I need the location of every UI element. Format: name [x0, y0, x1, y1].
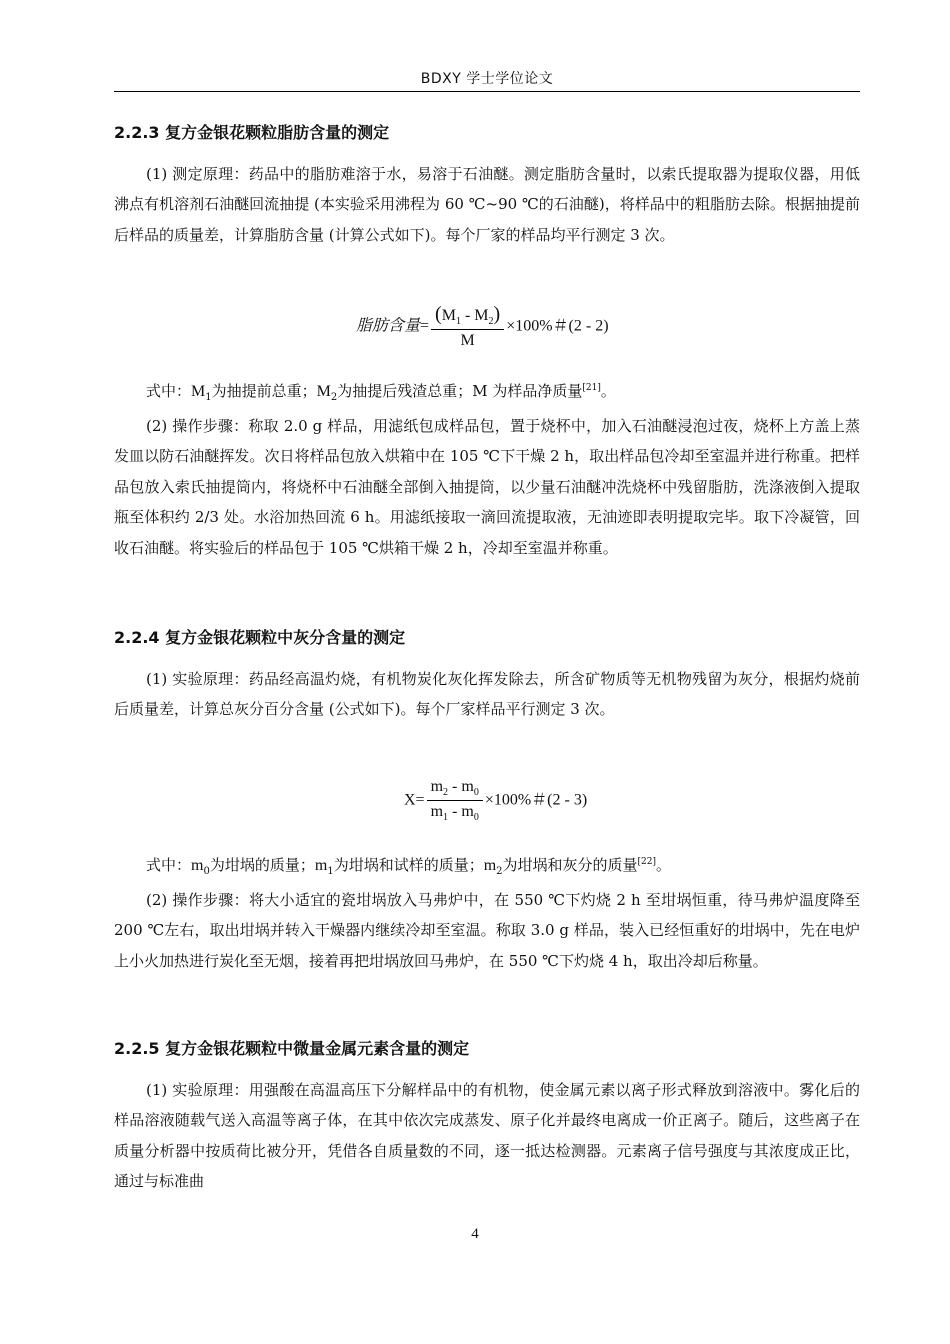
formula-tail: ×100%＃(2 - 3): [484, 791, 588, 809]
section-heading-2-2-4: 2.2.4 复方金银花颗粒中灰分含量的测定: [114, 628, 406, 647]
section-heading-2-2-5: 2.2.5 复方金银花颗粒中微量金属元素含量的测定: [114, 1039, 470, 1058]
formula-lhs: 脂肪含量: [356, 315, 421, 335]
fat-variable-definitions: 式中：$M_1$为抽提前总重；$M_2$为抽提后残渣总重；M 为样品净质量[21]。: [146, 382, 616, 403]
formula-numerator: $(M_1 - M_2)$: [431, 303, 504, 330]
formula-lhs: X=: [404, 791, 425, 809]
paragraph-fat-procedure: (2) 操作步骤：称取 2.0 g 样品，用滤纸包成样品包，置于烧杯中，加入石油醚浸泡过夜，烧杯上方盖上蒸发皿以防石油醚挥发。次日将样品包放入烘箱中在 105 ℃下干燥 2 h，取出样品包冷却至室温并进行称重。把样品包放入索氏抽提筒内，将烧杯中石油醚全部倒入抽提筒，以少量石油醚冲洗烧杯中残留脂肪，洗涤液倒入提取瓶至体积约 2/3 处。水浴加热回流 6 h。用滤纸接取一滴回流提取液，无油迹即表明提取完毕。取下冷凝管，回收石油醚。将实验后的样品包于 105 ℃烘箱干燥 2 h，冷却至室温并称重。: [114, 417, 860, 557]
formula-numerator: $m_2 - m_0$: [427, 778, 483, 801]
formula-fraction: [427, 778, 483, 823]
ash-variable-definitions: 式中：$m_0$为坩埚的质量；$m_1$为坩埚和试样的质量；$m_2$为坩埚和灰分的质量[22]。: [146, 856, 672, 877]
formula-fat-content: [356, 303, 609, 350]
formula-ash-content: [404, 778, 587, 823]
header-divider: [114, 91, 860, 92]
running-header: BDXY 学士学位论文: [420, 71, 554, 87]
paragraph-ash-procedure: (2) 操作步骤：将大小适宜的瓷坩埚放入马弗炉中，在 550 ℃下灼烧 2 h 至坩埚恒重，待马弗炉温度降至 200 ℃左右，取出坩埚并转入干燥器内继续冷却至室温。称取 3.0 g 样品，装入已经恒重好的坩埚中，先在电炉上小火加热进行炭化至无烟，接着再把坩埚放回马弗炉，在 550 ℃下灼烧 4 h，取出冷却后称量。: [114, 891, 860, 970]
paragraph-metal-principle: (1) 实验原理：用强酸在高温高压下分解样品中的有机物，使金属元素以离子形式释放到溶液中。雾化后的样品溶液随载气送入高温等离子体，在其中依次完成蒸发、原子化并最终电离成一价正离子。随后，这些离子在质量分析器中按质荷比被分开，凭借各自质量数的不同，逐一抵达检测器。元素离子信号强度与其浓度成正比，通过与标准曲: [114, 1081, 860, 1191]
section-heading-2-2-3: 2.2.3 复方金银花颗粒脂肪含量的测定: [114, 123, 390, 142]
paragraph-ash-principle: (1) 实验原理：药品经高温灼烧，有机物炭化灰化挥发除去，所含矿物质等无机物残留为灰分，根据灼烧前后质量差，计算总灰分百分含量 (公式如下)。每个厂家样品平行测定 3 次。: [114, 670, 860, 719]
formula-denominator: $m_1 - m_0$: [430, 803, 479, 824]
paragraph-fat-principle: (1) 测定原理：药品中的脂肪难溶于水，易溶于石油醚。测定脂肪含量时，以索氏提取器为提取仪器，用低沸点有机溶剂石油醚回流抽提 (本实验采用沸程为 60 ℃~90 ℃的石油醚)，将样品中的粗脂肪去除。根据抽提前后样品的质量差，计算脂肪含量 (计算公式如下)。每个厂家的样品均平行测定 3 次。: [114, 165, 860, 244]
formula-fraction: [431, 303, 504, 350]
page-number: 4: [471, 1226, 479, 1242]
formula-tail: ×100%＃(2 - 2): [506, 317, 609, 335]
formula-equals: =: [420, 317, 430, 335]
formula-denominator: M: [460, 332, 475, 350]
